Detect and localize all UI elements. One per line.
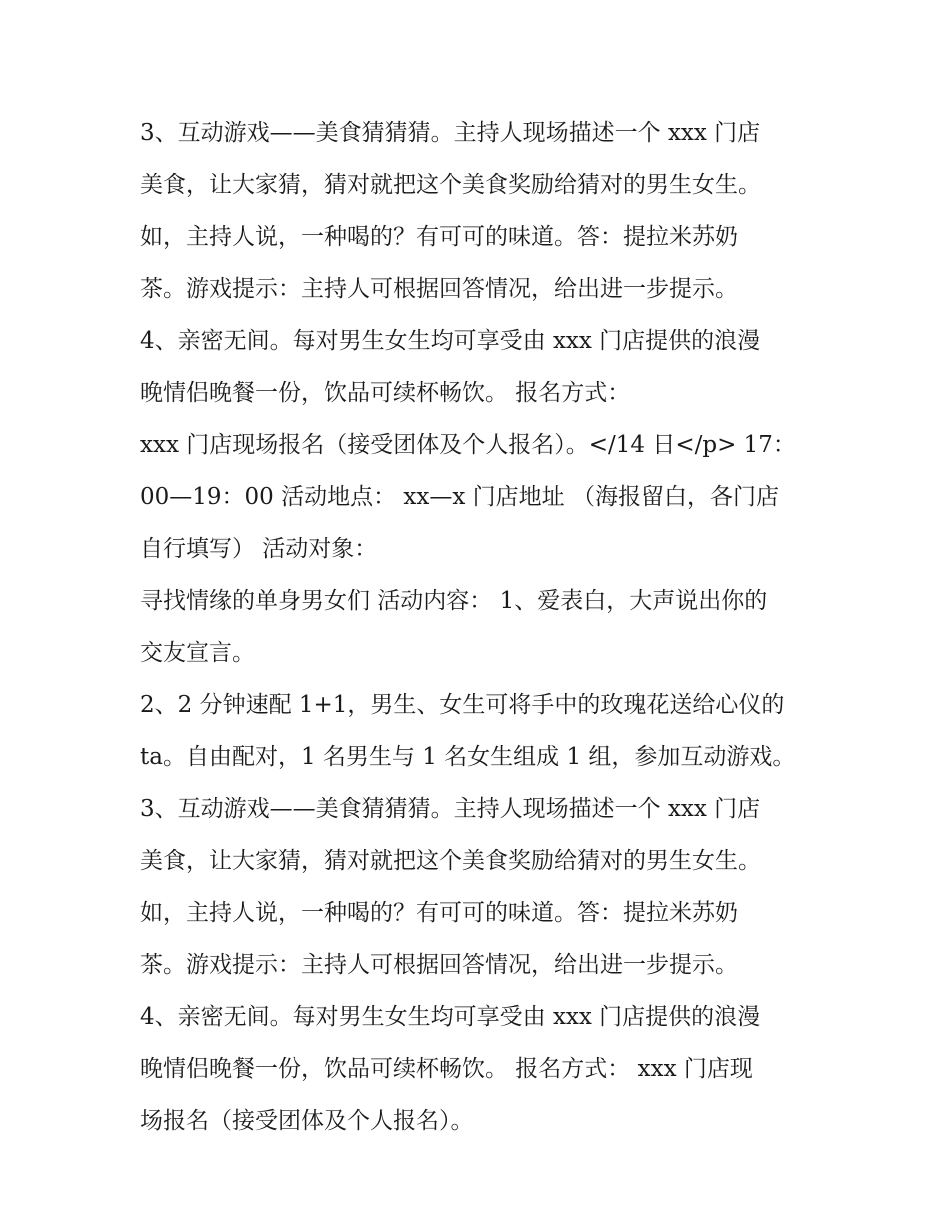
text-line: 晚情侣晚餐一份，饮品可续杯畅饮。 报名方式： [140,380,631,406]
text-line: 茶。游戏提示：主持人可根据回答情况，给出进一步提示。 [140,276,738,302]
text-line: 如，主持人说，一种喝的？有可可的味道。答：提拉米苏奶 [140,900,738,926]
text-line: 2、2 分钟速配 1+1，男生、女生可将手中的玫瑰花送给心仪的 [140,692,785,718]
text-line: 美食，让大家猜，猜对就把这个美食奖励给猜对的男生女生。 [140,848,761,874]
text-line: 4、亲密无间。每对男生女生均可享受由 xxx 门店提供的浪漫 [140,328,761,354]
text-line: 寻找情缘的单身男女们 活动内容： 1、爱表白，大声说出你的 [140,588,768,614]
text-line: 场报名（接受团体及个人报名）。 [140,1108,474,1134]
text-line: 00—19：00 活动地点： xx—x 门店地址 （海报留白，各门店 [140,484,779,510]
text-line: 3、互动游戏——美食猜猜猜。主持人现场描述一个 xxx 门店 [140,796,761,822]
text-line: 交友宣言。 [140,640,255,666]
text-line: 如，主持人说，一种喝的？有可可的味道。答：提拉米苏奶 [140,224,738,250]
text-line: 3、互动游戏——美食猜猜猜。主持人现场描述一个 xxx 门店 [140,120,761,146]
text-line: 晚情侣晚餐一份，饮品可续杯畅饮。 报名方式： xxx 门店现 [140,1056,753,1082]
text-line: 茶。游戏提示：主持人可根据回答情况，给出进一步提示。 [140,952,738,978]
text-line: 自行填写） 活动对象： [140,536,378,562]
text-line: ta。自由配对，1 名男生与 1 名女生组成 1 组，参加互动游戏。 [140,744,796,770]
text-line: xxx 门店现场报名（接受团体及个人报名）。</14 日</p> 17： [140,432,796,458]
text-line: 美食，让大家猜，猜对就把这个美食奖励给猜对的男生女生。 [140,172,761,198]
text-line: 4、亲密无间。每对男生女生均可享受由 xxx 门店提供的浪漫 [140,1004,761,1030]
body-text [140,107,820,1147]
